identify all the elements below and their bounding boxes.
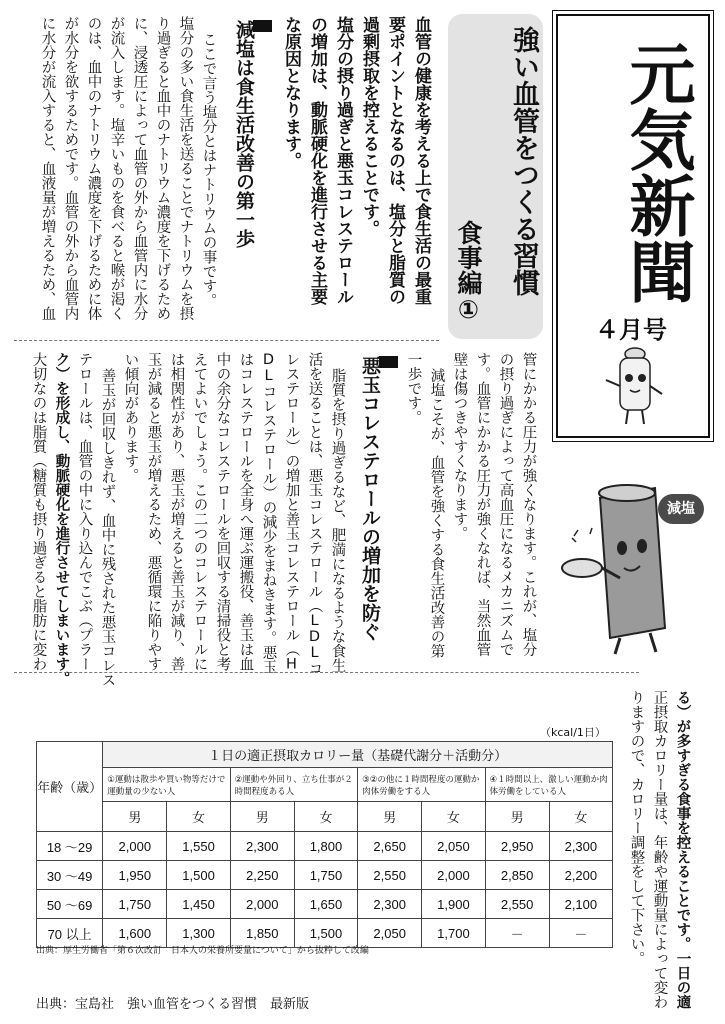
value-cell: 1,500 — [294, 919, 357, 948]
section2-line-6: 中の余分なコレステロールを回収する清掃役と考 — [214, 352, 231, 671]
value-cell: 1,950 — [103, 861, 167, 890]
section1-line-4: に、浸透圧によって血管の外から血管内に水分 — [131, 16, 148, 321]
illustration-label: 減塩 — [658, 494, 704, 524]
intro-line-5: の増加は、動脈硬化を進行させる主要 — [307, 16, 327, 305]
table-row — [37, 861, 613, 890]
activity-4: ④１時間以上、激しい運動か肉体労働をしている人 — [485, 768, 612, 802]
intro-line-1: 血管の健康を考える上で食生活の最重 — [411, 16, 431, 305]
mascot-illustration — [598, 346, 672, 428]
section1-cont-line-1: 管にかかる圧力が強くなります。これが、塩分 — [520, 352, 537, 657]
sex-female: 女 — [422, 802, 485, 832]
value-cell: － — [549, 919, 612, 948]
activity-3: ③②の他に１時間程度の運動か肉体労働をする人 — [358, 768, 485, 802]
value-cell: 2,650 — [358, 832, 422, 861]
age-cell: 70 以上 — [37, 919, 103, 948]
section2-line-13: ク）を形成し、動脈硬化を進行させてしまいます。 — [53, 352, 70, 686]
table-unit: （kcal/1日） — [540, 726, 606, 739]
section1-line-1: ここで言う塩分とはナトリウムの事です。 — [200, 32, 217, 308]
activity-2: ②運動や外回り、立ち仕事が２時間程度ある人 — [230, 768, 357, 802]
section2-line-12: テロールは、血管の中に入り込んでこぶ（プラー — [76, 352, 93, 671]
section2-line-5: はコレステロールを全身へ運ぶ運搬役、善玉は血 — [237, 352, 254, 671]
age-cell: 18 ～29 — [37, 832, 103, 861]
value-cell: 2,850 — [485, 861, 549, 890]
masthead-issue: ４月号 — [595, 316, 667, 344]
section1-line-3: り過ぎると血中のナトリウム濃度を下げるため — [154, 16, 171, 321]
divider-upper — [14, 340, 439, 341]
value-cell: 2,000 — [230, 890, 294, 919]
footer-source: 出典：宝島社 強い血管をつくる習慣 最新版 — [36, 997, 310, 1012]
value-cell: 1,700 — [422, 919, 485, 948]
section1-cont-line-2: の摂り過ぎによって高血圧になるメカニズムで — [497, 352, 514, 657]
intro-line-6: な原因となります。 — [281, 16, 301, 169]
age-header: 年齢（歳） — [37, 742, 103, 832]
value-cell: 1,900 — [422, 890, 485, 919]
table-row — [37, 832, 613, 861]
masthead-title: 元気新聞 — [618, 40, 696, 304]
value-cell: 1,300 — [167, 919, 230, 948]
value-cell: 2,200 — [549, 861, 612, 890]
section1-cont-line-3: す。血管にかかる圧力が強くなれば、当然血管 — [474, 352, 491, 657]
value-cell: 2,300 — [549, 832, 612, 861]
value-cell: 2,050 — [358, 919, 422, 948]
section1-cont-line-5: 減塩こそが、血管を強くする食生活改善の第 — [428, 368, 445, 658]
value-cell: 2,300 — [230, 832, 294, 861]
age-cell: 50 ～69 — [37, 890, 103, 919]
calorie-table — [36, 741, 613, 948]
lower-line-2: 正摂取カロリー量は、年齢や運動量によって変わ — [651, 690, 668, 1009]
section1-line-2: 塩分の多い食生活を送ることでナトリウムを摂 — [177, 16, 194, 321]
section1-line-8: に水分が流入すると、血液量が増えるため、血 — [39, 16, 56, 321]
table-title: １日の適正摂取カロリー量（基礎代謝分＋活動分） — [103, 742, 613, 768]
value-cell: － — [485, 919, 549, 948]
section2-heading: 悪玉コレステロールの増加を防ぐ — [360, 352, 398, 641]
sex-female: 女 — [167, 802, 230, 832]
section2-line-11: 善玉が回収しきれず、血中に残された悪玉コレス — [99, 368, 116, 687]
value-cell: 2,550 — [485, 890, 549, 919]
lower-line-3: りますので、カロリー調整をして下さい。 — [628, 690, 645, 966]
sex-male: 男 — [230, 802, 294, 832]
section2-line-8: は相関性があり、悪玉が増えると善玉が減り、善 — [168, 352, 185, 671]
value-cell: 1,850 — [230, 919, 294, 948]
activity-1: ①運動は散歩や買い物等だけで運動量の少ない人 — [103, 768, 230, 802]
section2-line-14: 大切なのは脂質（糖質も摂り過ぎると脂肪に変わ — [30, 352, 47, 671]
intro-line-2: 要ポイントとなるのは、塩分と脂質の — [385, 16, 405, 305]
section2-line-3: レステロール）の増加と善玉コレステロール（H — [283, 352, 300, 673]
section2-line-10: い傾向があります。 — [122, 352, 139, 483]
table-row — [37, 890, 613, 919]
value-cell: 2,950 — [485, 832, 549, 861]
sex-female: 女 — [549, 802, 612, 832]
intro-line-3: 過剰摂取を控えることです。 — [359, 16, 379, 237]
value-cell: 1,650 — [294, 890, 357, 919]
value-cell: 1,500 — [167, 861, 230, 890]
value-cell: 2,250 — [230, 861, 294, 890]
divider-lower — [14, 672, 639, 673]
intro-line-4: 塩分の摂り過ぎと悪玉コレステロール — [333, 16, 353, 305]
value-cell: 2,050 — [422, 832, 485, 861]
value-cell: 1,450 — [167, 890, 230, 919]
section1-heading: 減塩は食生活改善の第一歩 — [234, 16, 272, 248]
section2-line-7: えてよいでしょう。この二つのコレステロールに — [191, 352, 208, 671]
article-title: 強い血管をつくる習慣 — [508, 26, 539, 296]
article-subtitle: 食事編① — [454, 220, 483, 324]
article-title-box — [448, 14, 543, 339]
value-cell: 2,300 — [358, 890, 422, 919]
value-cell: 1,750 — [103, 890, 167, 919]
value-cell: 1,800 — [294, 832, 357, 861]
section1-line-6: のは、血中のナトリウム濃度を下げるために体 — [85, 16, 102, 321]
value-cell: 2,100 — [549, 890, 612, 919]
lower-line-1: る）が多すぎる食事を控えることです。一日の適 — [674, 690, 691, 1009]
value-cell: 1,750 — [294, 861, 357, 890]
sex-male: 男 — [358, 802, 422, 832]
age-cell: 30 ～49 — [37, 861, 103, 890]
value-cell: 2,000 — [103, 832, 167, 861]
table-source: 出典：厚生労働省「第６次改訂 日本人の栄養所要量について」から抜粋して改編 — [36, 946, 369, 956]
section1-cont-line-4: 壁は傷つきやすくなります。 — [451, 352, 468, 541]
value-cell: 1,550 — [167, 832, 230, 861]
section1-cont-line-6: 一歩です。 — [405, 352, 422, 425]
value-cell: 2,550 — [358, 861, 422, 890]
sex-female: 女 — [294, 802, 357, 832]
section2-line-2: 活を送ることは、悪玉コレステロール（LDLコ — [306, 352, 323, 676]
value-cell: 2,000 — [422, 861, 485, 890]
section2-line-9: 玉が減ると悪玉が増えるため、悪循環に陥りやす — [145, 352, 162, 671]
section1-line-5: が流入します。塩辛いものを食べると喉が渇く — [108, 16, 125, 321]
vessel-illustration — [560, 478, 710, 658]
value-cell: 1,600 — [103, 919, 167, 948]
section2-line-1: 脂質を摂り過ぎるなど、肥満になるような食生 — [329, 368, 346, 673]
section1-line-7: が水分を欲するためです。血管の外から血管内 — [62, 16, 79, 321]
sex-male: 男 — [103, 802, 167, 832]
masthead — [556, 14, 710, 438]
section2-line-4: DLコレステロール）の減少をまねきます。悪玉 — [260, 352, 277, 674]
sex-male: 男 — [485, 802, 549, 832]
